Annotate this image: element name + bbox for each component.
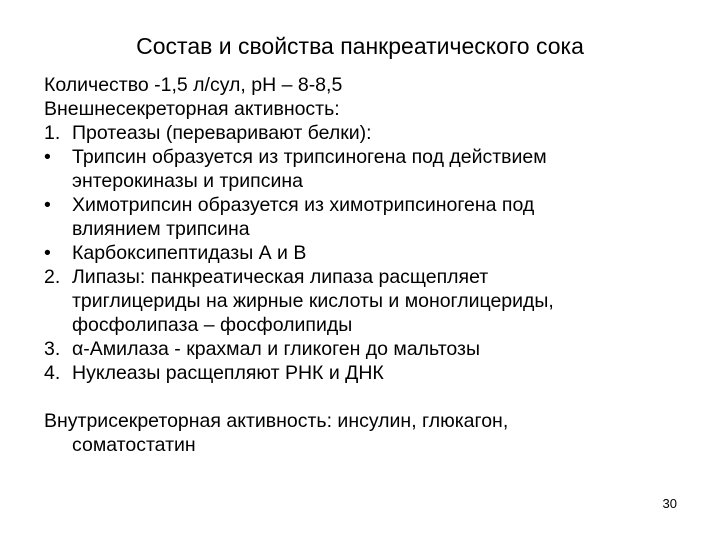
list-item-proteases (44, 121, 694, 145)
endocrine-line (44, 409, 694, 433)
list-item-lipases (44, 265, 694, 289)
bullet-icon: • (44, 146, 51, 168)
list-item-nucleases (44, 361, 694, 385)
line-text: Протеазы (переваривают белки): (72, 122, 372, 144)
line-text: Внутрисекреторная активность: инсулин, глюкагон, (44, 410, 509, 432)
line-text: Нуклеазы расщепляют РНК и ДНК (72, 362, 384, 384)
spacer (44, 385, 694, 409)
line-text: фосфолипаза – фосфолипиды (72, 314, 353, 336)
page-number: 30 (662, 496, 677, 511)
slide-title: Состав и свойства панкреатического сока (136, 33, 584, 59)
line-text: Липазы: панкреатическая липаза расщепляет (72, 266, 489, 288)
line-text: энтерокиназы и трипсина (72, 170, 303, 192)
list-item-lipases-continued-2 (44, 313, 694, 337)
line-text: Трипсин образуется из трипсиногена под действием (72, 146, 547, 168)
line-text: влиянием трипсина (72, 218, 250, 240)
list-number: 2. (44, 266, 61, 288)
bullet-trypsin-continued (44, 169, 694, 193)
exocrine-heading (44, 97, 694, 121)
line-text: α-Амилаза - крахмал и гликоген до мальтозы (72, 338, 480, 360)
endocrine-line-continued (44, 433, 694, 457)
list-number: 3. (44, 338, 61, 360)
line-text: Количество -1,5 л/сул, рН – 8-8,5 (44, 74, 343, 96)
quantity-line (44, 73, 694, 97)
bullet-icon: • (44, 242, 51, 264)
slide-content (44, 73, 694, 457)
line-text: Химотрипсин образуется из химотрипсиногена под (72, 194, 535, 216)
list-number: 1. (44, 122, 61, 144)
bullet-chymotrypsin (44, 193, 694, 217)
list-item-amylase (44, 337, 694, 361)
bullet-icon: • (44, 194, 51, 216)
list-item-lipases-continued (44, 289, 694, 313)
line-text: Карбоксипептидазы А и В (72, 242, 307, 264)
line-text: Внешнесекреторная активность: (44, 98, 340, 120)
line-text: триглицериды на жирные кислоты и моноглицериды, (72, 290, 554, 312)
line-text: соматостатин (72, 434, 196, 456)
bullet-carboxypeptidases (44, 241, 694, 265)
list-number: 4. (44, 362, 61, 384)
bullet-chymotrypsin-continued (44, 217, 694, 241)
bullet-trypsin (44, 145, 694, 169)
